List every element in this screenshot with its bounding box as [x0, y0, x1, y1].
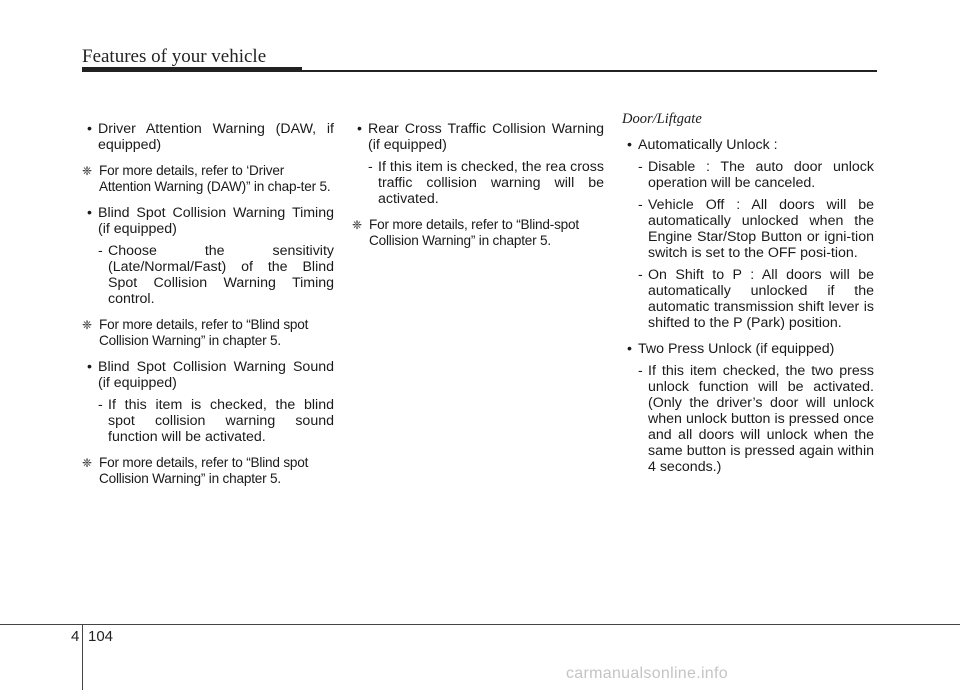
- bullet-text: Blind Spot Collision Warning Timing (if equipped): [98, 205, 334, 237]
- bullet-text: Rear Cross Traffic Collision Warning (if equipped): [368, 121, 604, 153]
- sub-item-text: Disable : The auto door unlock operation will be canceled.: [648, 159, 874, 191]
- note-text: For more details, refer to “Blind spot Collision Warning” in chapter 5.: [99, 317, 309, 348]
- bullet-text: Driver Attention Warning (DAW, if equipped): [98, 121, 334, 153]
- dash-marker: -: [368, 159, 373, 175]
- note-mark-icon: ❈: [82, 164, 92, 178]
- dash-marker: -: [638, 267, 643, 283]
- reference-note: [82, 317, 334, 349]
- dash-marker: -: [638, 197, 643, 213]
- header-rule-thick: [82, 67, 302, 72]
- dash-marker: -: [638, 159, 643, 175]
- bullet-item: [82, 205, 334, 237]
- text-column-2: [352, 111, 604, 249]
- reference-note: [352, 217, 604, 249]
- sub-item-text: Vehicle Off : All doors will be automatically unlocked when the Engine Star/Stop Button or igni-tion switch is set to the OFF posi-tion.: [648, 197, 874, 261]
- bullet-item: [82, 359, 334, 391]
- bullet-item: [622, 137, 874, 153]
- dash-marker: -: [638, 363, 643, 379]
- dash-marker: -: [98, 243, 103, 259]
- bullet-item: [622, 341, 874, 357]
- sub-item-text: If this item checked, the two press unlock function will be activated. (Only the driver’s door will unlock when unlock button is pressed once and all doors will unlock when the same button is pressed again within 4 seconds.): [648, 363, 874, 475]
- footer-rule-horizontal: [0, 624, 960, 625]
- sub-item: [622, 197, 874, 261]
- bullet-item: [352, 121, 604, 153]
- bullet-text: Automatically Unlock :: [638, 137, 778, 153]
- note-mark-icon: ❈: [82, 456, 92, 470]
- bullet-item: [82, 121, 334, 153]
- footer-rule-vertical: [82, 624, 83, 690]
- dash-marker: -: [98, 397, 103, 413]
- sub-item-text: On Shift to P : All doors will be automatically unlocked if the automatic transmission shift lever is shifted to the P (Park) position.: [648, 267, 874, 331]
- header-rule-thin: [302, 70, 877, 72]
- sub-item-text: If this item is checked, the blind spot collision warning sound function will be activated.: [108, 397, 334, 445]
- chapter-number: 4: [71, 628, 80, 645]
- text-column-3: [622, 111, 874, 475]
- page-number: 104: [88, 628, 114, 645]
- section-subheading: Door/Liftgate: [622, 111, 702, 127]
- sub-item: [622, 267, 874, 331]
- sub-item-text: Choose the sensitivity (Late/Normal/Fast) of the Blind Spot Collision Warning Timing control.: [108, 243, 334, 307]
- reference-note: [82, 163, 334, 195]
- bullet-text: Blind Spot Collision Warning Sound (if equipped): [98, 359, 334, 391]
- note-text: For more details, refer to “Blind spot Collision Warning” in chapter 5.: [99, 455, 309, 486]
- sub-item: [352, 159, 604, 207]
- sub-item: [622, 363, 874, 475]
- bullet-text: Two Press Unlock (if equipped): [638, 341, 835, 357]
- note-mark-icon: ❈: [82, 318, 92, 332]
- sub-item-text: If this item is checked, the rea cross traffic collision warning will be activated.: [378, 159, 604, 207]
- note-mark-icon: ❈: [352, 218, 362, 232]
- sub-item: [82, 397, 334, 445]
- note-text: For more details, refer to ‘Driver Attention Warning (DAW)” in chap-ter 5.: [99, 163, 331, 194]
- text-column-1: [82, 111, 334, 487]
- reference-note: [82, 455, 334, 487]
- note-text: For more details, refer to “Blind-spot Collision Warning” in chapter 5.: [369, 217, 579, 248]
- page-header-title: Features of your vehicle: [82, 46, 267, 67]
- sub-item: [622, 159, 874, 191]
- sub-item: [82, 243, 334, 307]
- watermark-text: carmanualsonline.info: [566, 665, 728, 682]
